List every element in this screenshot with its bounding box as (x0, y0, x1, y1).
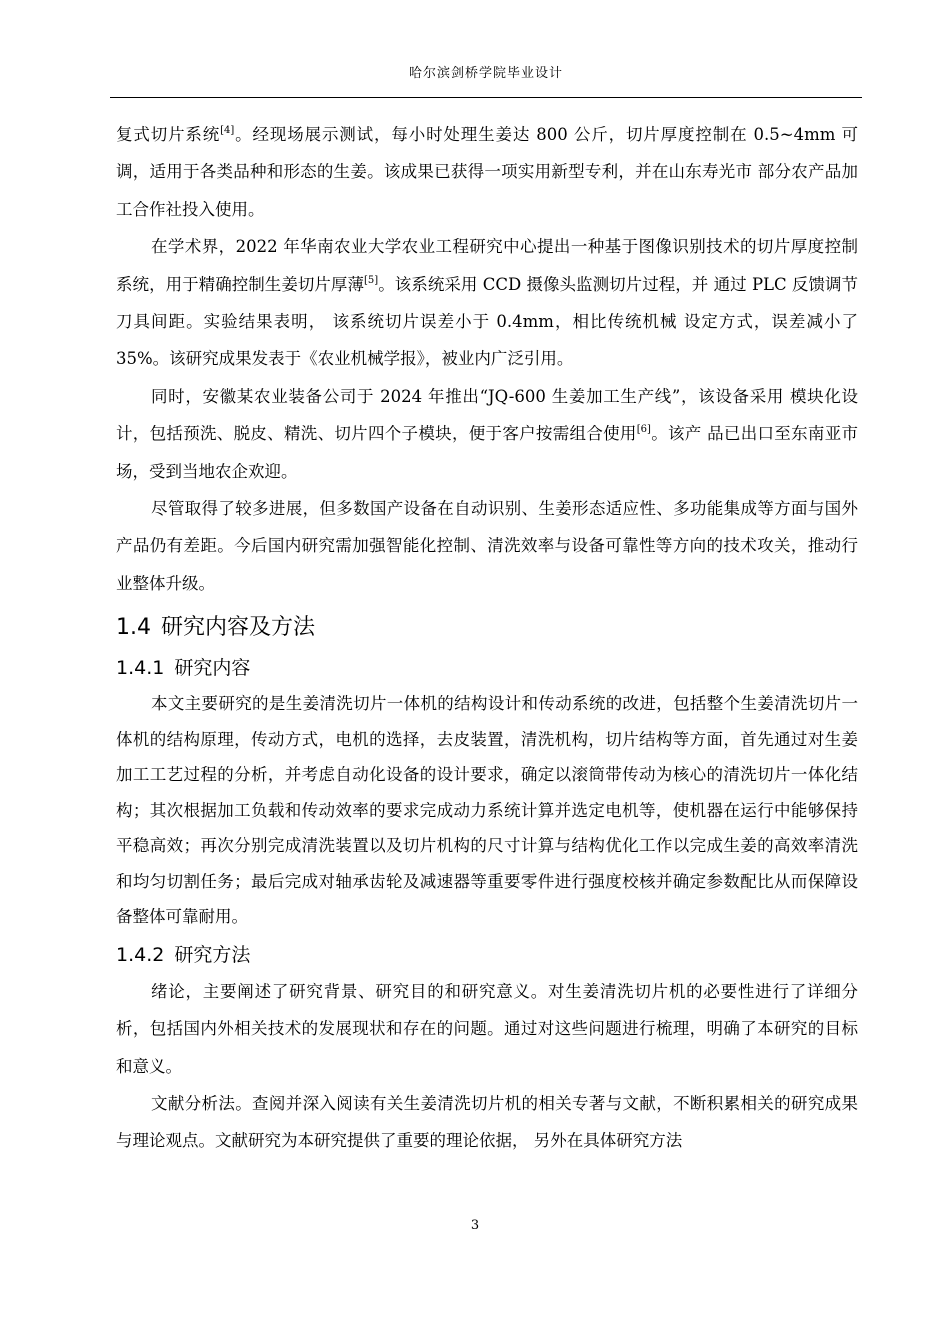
paragraph-continuation (116, 116, 858, 228)
paragraph-text: 。经现场展示测试，每小时处理生姜达 800 公斤，切片厚度控制在 0.5~4mm 可调，适用于各类品种和形态的生姜。该成果已获得一项实用新型专利，并在山东寿光市 部分农产品加工合作社投入使用。 (116, 125, 858, 219)
paragraph-research-content: 本文主要研究的是生姜清洗切片一体机的结构设计和传动系统的改进，包括整个生姜清洗切片一体机的结构原理，传动方式，电机的选择，去皮装置，清洗机构，切片结构等方面，首先通过对生姜加工工艺过程的分析，并考虑自动化设备的设计要求，确定以滚筒带传动为核心的清洗切片一体化结构；其次根据加工负载和传动效率的要求完成动力系统计算并选定电机等，使机器在运行中能够保持平稳高效；再次分别完成清洗装置以及切片机构的尺寸计算与结构优化工作以完成生姜的高效率清洗和均匀切割任务；最后完成对轴承齿轮及减速器等重要零件进行强度校核并确定参数配比从而保障设备整体可靠耐用。 (116, 694, 858, 927)
citation-ref: [5] (364, 274, 379, 286)
paragraph-summary: 尽管取得了较多进展，但多数国产设备在自动识别、生姜形态适应性、多功能集成等方面与国外产品仍有差距。今后国内研究需加强智能化控制、清洗效率与设备可靠性等方向的技术攻关，推动行业整体升级。 (116, 499, 858, 593)
page-number: 3 (470, 1218, 480, 1233)
section-number: 1.4 (116, 615, 151, 641)
section-title: 研究内容及方法 (161, 615, 316, 641)
running-header: 哈尔滨剑桥学院毕业设计 (408, 66, 563, 81)
paragraph-text: 在学术界，2022 年华南农业大学农业工程研究中心提出一种基于图像识别技术的切片厚度控制系统，用于精确控制生姜切片厚薄 (116, 237, 858, 294)
paragraph-text: 。该产 品已出口至东南亚市场，受到当地农企欢迎。 (116, 424, 858, 481)
paragraph-academia (116, 228, 858, 378)
section-number: 1.4.1 (116, 657, 165, 680)
section-heading-1-4-1 (116, 650, 858, 686)
paragraph-text: 。该系统采用 CCD 摄像头监测切片过程，并 通过 PLC 反馈调节刀具间距。实验结果表明， 该系统切片误差小于 0.4mm，相比传统机械 设定方式，误差减小了 35%。该研究成果发表于《农业机械学报》，被业内广泛引用。 (116, 274, 859, 369)
citation-ref: [4] (220, 125, 235, 136)
section-title: 研究方法 (174, 943, 251, 966)
section-title: 研究内容 (174, 657, 251, 680)
section-number: 1.4.2 (116, 943, 165, 966)
header-rule (110, 97, 862, 98)
section-heading-1-4-2 (116, 937, 858, 973)
paragraph-anhui (116, 378, 858, 490)
paragraph-literature: 文献分析法。查阅并深入阅读有关生姜清洗切片机的相关专著与文献，不断积累相关的研究成果与理论观点。文献研究为本研究提供了重要的理论依据， 另外在具体研究方法 (116, 1094, 858, 1151)
citation-ref: [6] (636, 424, 651, 436)
paragraph-introduction: 绪论，主要阐述了研究背景、研究目的和研究意义。对生姜清洗切片机的必要性进行了详细分析，包括国内外相关技术的发展现状和存在的问题。通过对这些问题进行梳理，明确了本研究的目标和意义。 (116, 981, 858, 1076)
page-body (116, 116, 858, 1160)
paragraph-text: 复式切片系统 (116, 125, 221, 144)
section-heading-1-4 (116, 608, 858, 648)
paragraph-text: 同时，安徽某农业装备公司于 2024 年推出“JQ-600 生姜加工生产线”，该设备采用 模块化设计，包括预洗、脱皮、精洗、切片四个子模块，便于客户按需组合使用 (116, 386, 858, 444)
